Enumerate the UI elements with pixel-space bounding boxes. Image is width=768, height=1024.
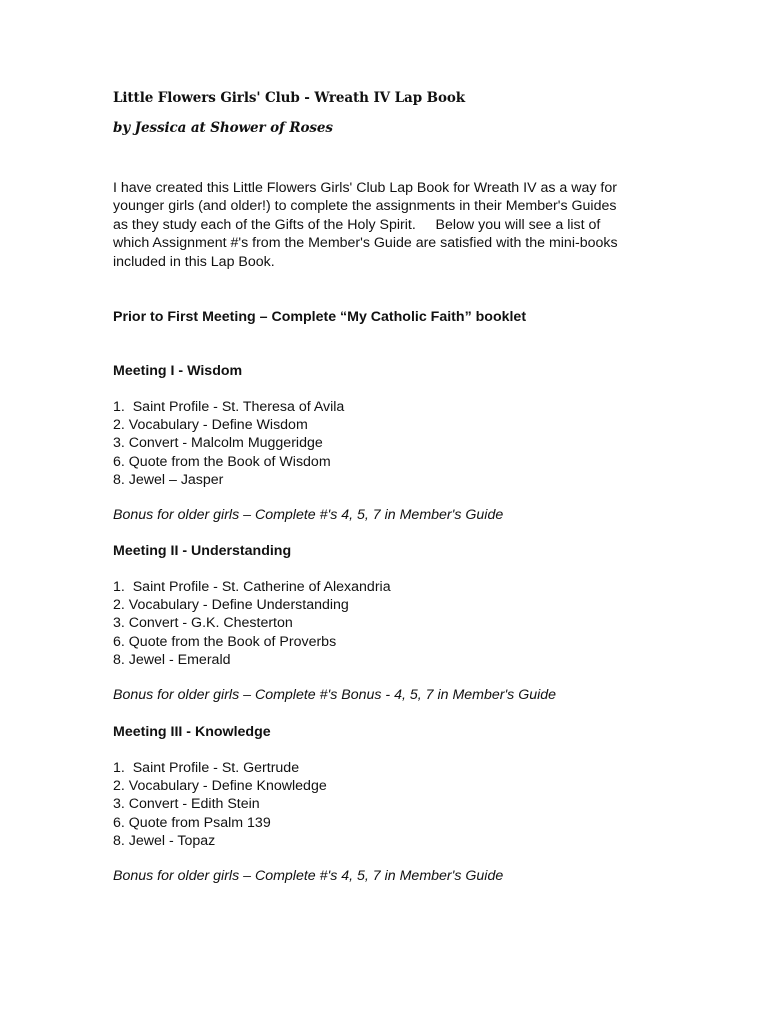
list-item: 3. Convert - Malcolm Muggeridge bbox=[113, 435, 323, 452]
list-item: 1. Saint Profile - St. Theresa of Avila bbox=[113, 399, 345, 415]
meeting-3-list bbox=[113, 759, 327, 850]
list-item: 6. Quote from the Book of Proverbs bbox=[113, 633, 337, 650]
intro-line: I have created this Little Flowers Girls' Club Lap Book for Wreath IV as a way for bbox=[113, 180, 617, 196]
meeting-1-heading: Meeting I - Wisdom bbox=[113, 363, 243, 379]
list-item: 3. Convert - G.K. Chesterton bbox=[113, 615, 293, 632]
list-item: 8. Jewel - Topaz bbox=[113, 832, 216, 849]
list-item: 8. Jewel – Jasper bbox=[113, 471, 224, 488]
list-item: 6. Quote from the Book of Wisdom bbox=[113, 453, 331, 470]
list-item: 2. Vocabulary - Define Knowledge bbox=[113, 778, 327, 795]
document-byline: by Jessica at Shower of Roses bbox=[113, 120, 333, 136]
meeting-3-heading: Meeting III - Knowledge bbox=[113, 724, 271, 740]
intro-line: included in this Lap Book. bbox=[113, 253, 275, 270]
list-item: 2. Vocabulary - Define Understanding bbox=[113, 597, 349, 614]
intro-line: which Assignment #'s from the Member's Guide are satisfied with the mini-books bbox=[113, 235, 618, 252]
list-item: 3. Convert - Edith Stein bbox=[113, 796, 260, 813]
list-item: 2. Vocabulary - Define Wisdom bbox=[113, 417, 308, 434]
list-item: 1. Saint Profile - St. Gertrude bbox=[113, 760, 300, 776]
meeting-1-bonus: Bonus for older girls – Complete #'s 4, 5, 7 in Member's Guide bbox=[113, 507, 504, 523]
document-title: Little Flowers Girls' Club - Wreath IV Lap Book bbox=[113, 90, 466, 106]
meeting-2-heading: Meeting II - Understanding bbox=[113, 543, 292, 559]
prior-meeting-heading: Prior to First Meeting – Complete “My Catholic Faith” booklet bbox=[113, 309, 527, 325]
meeting-3-bonus: Bonus for older girls – Complete #'s 4, 5, 7 in Member's Guide bbox=[113, 868, 504, 884]
list-item: 8. Jewel - Emerald bbox=[113, 651, 231, 668]
meeting-2-bonus: Bonus for older girls – Complete #'s Bonus - 4, 5, 7 in Member's Guide bbox=[113, 687, 557, 703]
intro-line: as they study each of the Gifts of the Holy Spirit. Below you will see a list of bbox=[113, 216, 601, 233]
list-item: 1. Saint Profile - St. Catherine of Alexandria bbox=[113, 579, 391, 595]
intro-paragraph bbox=[113, 179, 653, 271]
list-item: 6. Quote from Psalm 139 bbox=[113, 814, 271, 831]
intro-line: younger girls (and older!) to complete the assignments in their Member's Guides bbox=[113, 198, 617, 215]
meeting-2-list bbox=[113, 578, 391, 669]
meeting-1-list bbox=[113, 398, 344, 489]
